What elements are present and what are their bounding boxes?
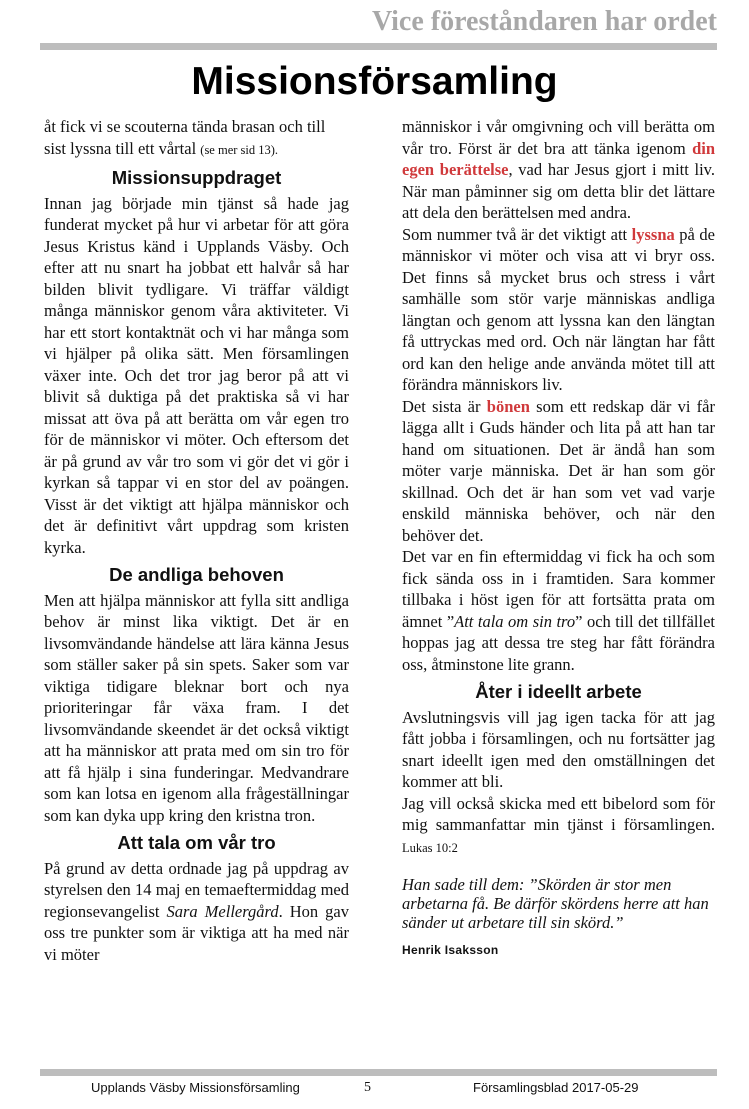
bottom-divider	[40, 1069, 717, 1076]
section-kicker: Vice föreståndaren har ordet	[371, 6, 717, 37]
page-title: Missionsförsamling	[191, 60, 558, 103]
paragraph: Det var en fin eftermiddag vi fick ha och som fick sända oss in i framtiden. Sara kommer tillbaka i höst igen för att fortsätta prata om ämnet ”Att tala om sin tro” och till det tillfället hoppas jag att dessa tre steg har fått förändra oss, åtminstone lite grann.	[402, 547, 715, 674]
subheading-talk-faith: Att tala om vår tro	[117, 832, 276, 853]
subheading-mission: Missionsuppdraget	[111, 167, 282, 188]
subheading-spiritual-needs: De andliga behoven	[109, 564, 284, 585]
bible-reference: Lukas 10:2	[402, 840, 458, 855]
top-divider	[40, 43, 717, 50]
highlight-listen: lyssna	[631, 224, 675, 244]
right-column	[402, 116, 715, 962]
paragraph: Avslutningsvis vill jag igen tacka för att jag fått jobba i församlingen, och nu fortsätter jag snart ideellt igen med den omställningen det kommer att bli.	[402, 707, 715, 791]
bible-quote: Han sade till dem: ”Skörden är stor men arbetarna få. Be därför skördens herre att han sänder ut arbetare till sin skörd.”	[402, 875, 709, 932]
speaker-name: Sara Mellergård	[166, 901, 279, 921]
left-column	[44, 116, 349, 965]
paragraph: Det sista är bönen som ett redskap där vi får lägga allt i Guds händer och lita på att han tar hand om situationen. Det är ändå han som möter varje människa. Det är han som gör skillnad. Och det är han som vet vad varje enskild människa behöver, och när den behöver det.	[402, 396, 715, 545]
page-reference: (se mer sid 13).	[200, 142, 279, 157]
paragraph: Innan jag började min tjänst så hade jag funderat mycket på hur vi arbetar för att göra Jesus Kristus känd i Upplands Väsby. Och efter att nu snart ha jobbat ett halvår så har bilden blivit tydligare. Vi träffar väldigt många människor genom våra aktiviteter. Vi har ett stort kontaktnät och vi har många som vi hjälper på olika sätt. Men församlingen växer inte. Och det tror jag beror på att vi blivit så duktiga på det praktiska så vi har missat att öva på att berätta om vår egen tro för de människor vi möter. Och eftersom det är på grund av vår tro som vi gör det vi gör i kyrkan så tappar vi en stor del av poängen. Visst är det viktigt att hjälpa människor och det är definitivt vårt uppdrag som kristen kyrka.	[44, 193, 349, 557]
highlight-own-story: din egen berättelse	[402, 138, 715, 179]
highlight-prayer: bönen	[486, 396, 530, 416]
footer-organization: Upplands Väsby Missionsförsamling	[91, 1080, 300, 1095]
signature: Henrik Isaksson	[402, 943, 499, 957]
paragraph: åt fick vi se scouterna tända brasan och till sist lyssna till ett vårtal (se mer sid 13).	[44, 117, 326, 158]
page-number: 5	[364, 1080, 371, 1095]
subheading-volunteer: Åter i ideellt arbete	[475, 681, 642, 702]
paragraph: Jag vill också skicka med ett bibelord som för mig sammanfattar min tjänst i församlingen. Lukas 10:2	[402, 793, 715, 855]
paragraph: Som nummer två är det viktigt att lyssna på de människor vi möter och visa att vi bryr oss. Det finns så mycket brus och stress i vårt samhälle som stör varje människas andliga längtan och genom att lyssna kan den längtan få uttryckas med ord. Och när längtan har fått ord kan den helige ande använda mötet till att förändra människors liv.	[402, 224, 715, 394]
paragraph: Men att hjälpa människor att fylla sitt andliga behov är minst lika viktigt. Det är en livsomvändande händelse att lära känna Jesus som ställer saker på sin spets. Saker som var viktiga tidigare bleknar bort och nya prioriteringar får växa fram. I det livsomvändande skeendet är det också viktigt att ha människor att prata med om sin tro för att få hjälp i sina funderingar. Medvandrare som kan lotsa en igenom alla frågeställningar som kan dyka upp kring den kristna tron.	[44, 590, 349, 825]
paragraph: människor i vår omgivning och vill berätta om vår tro. Först är det bra att tänka igenom din egen berättelse, vad har Jesus gjort i mitt liv. När man påminner sig om detta blir det lättare att dela den berättelsen med andra.	[402, 117, 715, 222]
topic-title: Att tala om sin tro	[454, 611, 576, 631]
paragraph: På grund av detta ordnade jag på uppdrag av styrelsen den 14 maj en temaeftermiddag med regionsevangelist Sara Mellergård. Hon gav oss tre punkter som är viktiga att ha med när vi möter	[44, 858, 349, 964]
footer-issue: Församlingsblad 2017-05-29	[473, 1080, 639, 1095]
